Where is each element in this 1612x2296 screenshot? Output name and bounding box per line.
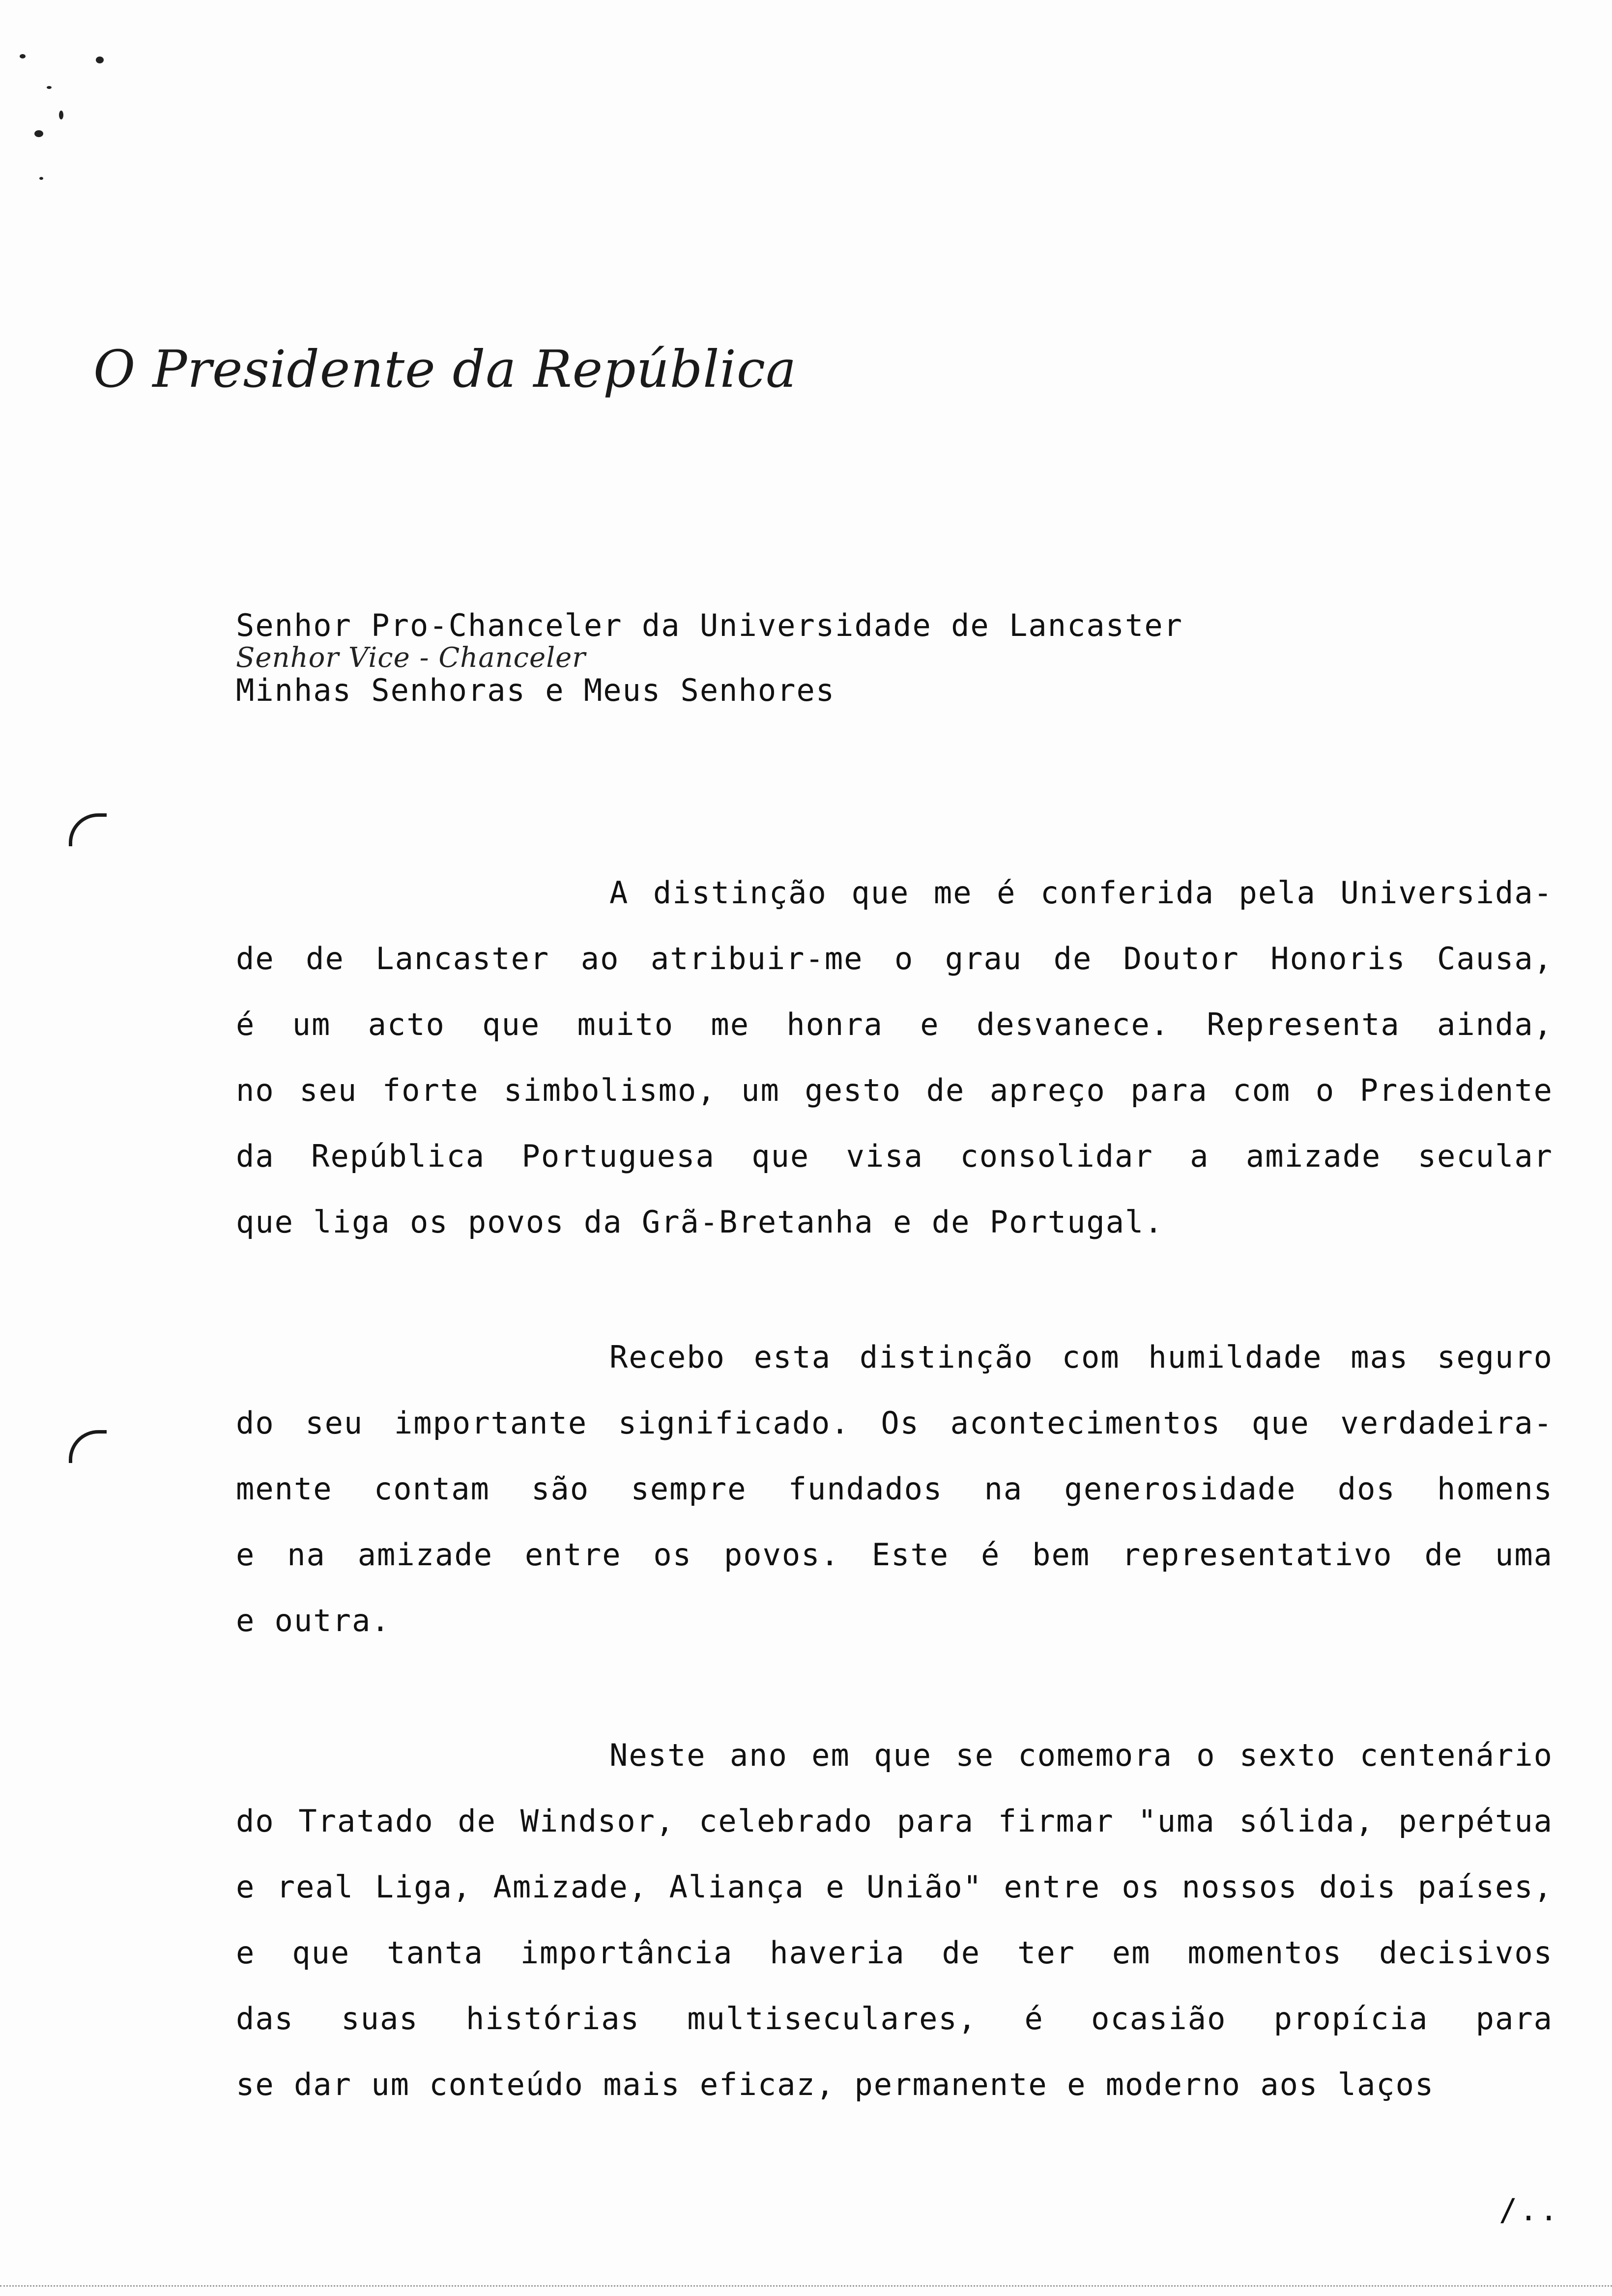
salutation-line: Senhor Pro-Chanceler da Universidade de Lancaster (236, 607, 1183, 643)
page-bottom-edge (0, 2285, 1612, 2287)
scan-speck (20, 54, 26, 58)
handwritten-insertion: Senhor Vice - Chanceler (236, 642, 586, 674)
paragraph (236, 1722, 1553, 2118)
margin-mark (69, 813, 107, 846)
paragraph (236, 1324, 1553, 1654)
text-line: Neste ano em que se comemora o sexto centenário (609, 1737, 1553, 1773)
text-line: e na amizade entre os povos. Este é bem representativo de uma (236, 1537, 1553, 1573)
text-line: e real Liga, Amizade, Aliança e União" entre os nossos dois países, (236, 1869, 1553, 1905)
text-line: Recebo esta distinção com humildade mas seguro (609, 1339, 1553, 1375)
salutation-line: Minhas Senhoras e Meus Senhores (236, 672, 835, 708)
scan-speck (34, 130, 43, 137)
text-line: mente contam são sempre fundados na generosidade dos homens (236, 1471, 1553, 1507)
text-line: e que tanta importância haveria de ter em momentos decisivos (236, 1935, 1553, 1971)
paragraph (236, 860, 1553, 1255)
text-line: das suas histórias multiseculares, é ocasião propícia para (236, 2001, 1553, 2037)
margin-mark (69, 1430, 107, 1463)
text-line: que liga os povos da Grã-Bretanha e de Portugal. (236, 1204, 1164, 1240)
text-line: e outra. (236, 1603, 391, 1638)
scan-speck (96, 57, 104, 63)
text-line: de de Lancaster ao atribuir-me o grau de Doutor Honoris Causa, (236, 941, 1553, 976)
text-line: do seu importante significado. Os acontecimentos que verdadeira- (236, 1405, 1553, 1441)
text-line: é um acto que muito me honra e desvanece. Representa ainda, (236, 1006, 1553, 1042)
page-continuation-mark: /.. (1499, 2192, 1560, 2228)
scan-speck (47, 86, 52, 89)
scan-speck (39, 177, 43, 180)
text-line: do Tratado de Windsor, celebrado para firmar "uma sólida, perpétua (236, 1803, 1553, 1839)
text-line: da República Portuguesa que visa consolidar a amizade secular (236, 1138, 1553, 1174)
text-line: se dar um conteúdo mais eficaz, permanente e moderno aos laços (236, 2066, 1435, 2102)
text-line: A distinção que me é conferida pela Universida- (609, 875, 1553, 911)
text-line: no seu forte simbolismo, um gesto de apreço para com o Presidente (236, 1072, 1553, 1108)
salutation-block (236, 609, 1183, 707)
letterhead-title: O Presidente da República (93, 339, 797, 399)
scan-speck (59, 111, 63, 119)
